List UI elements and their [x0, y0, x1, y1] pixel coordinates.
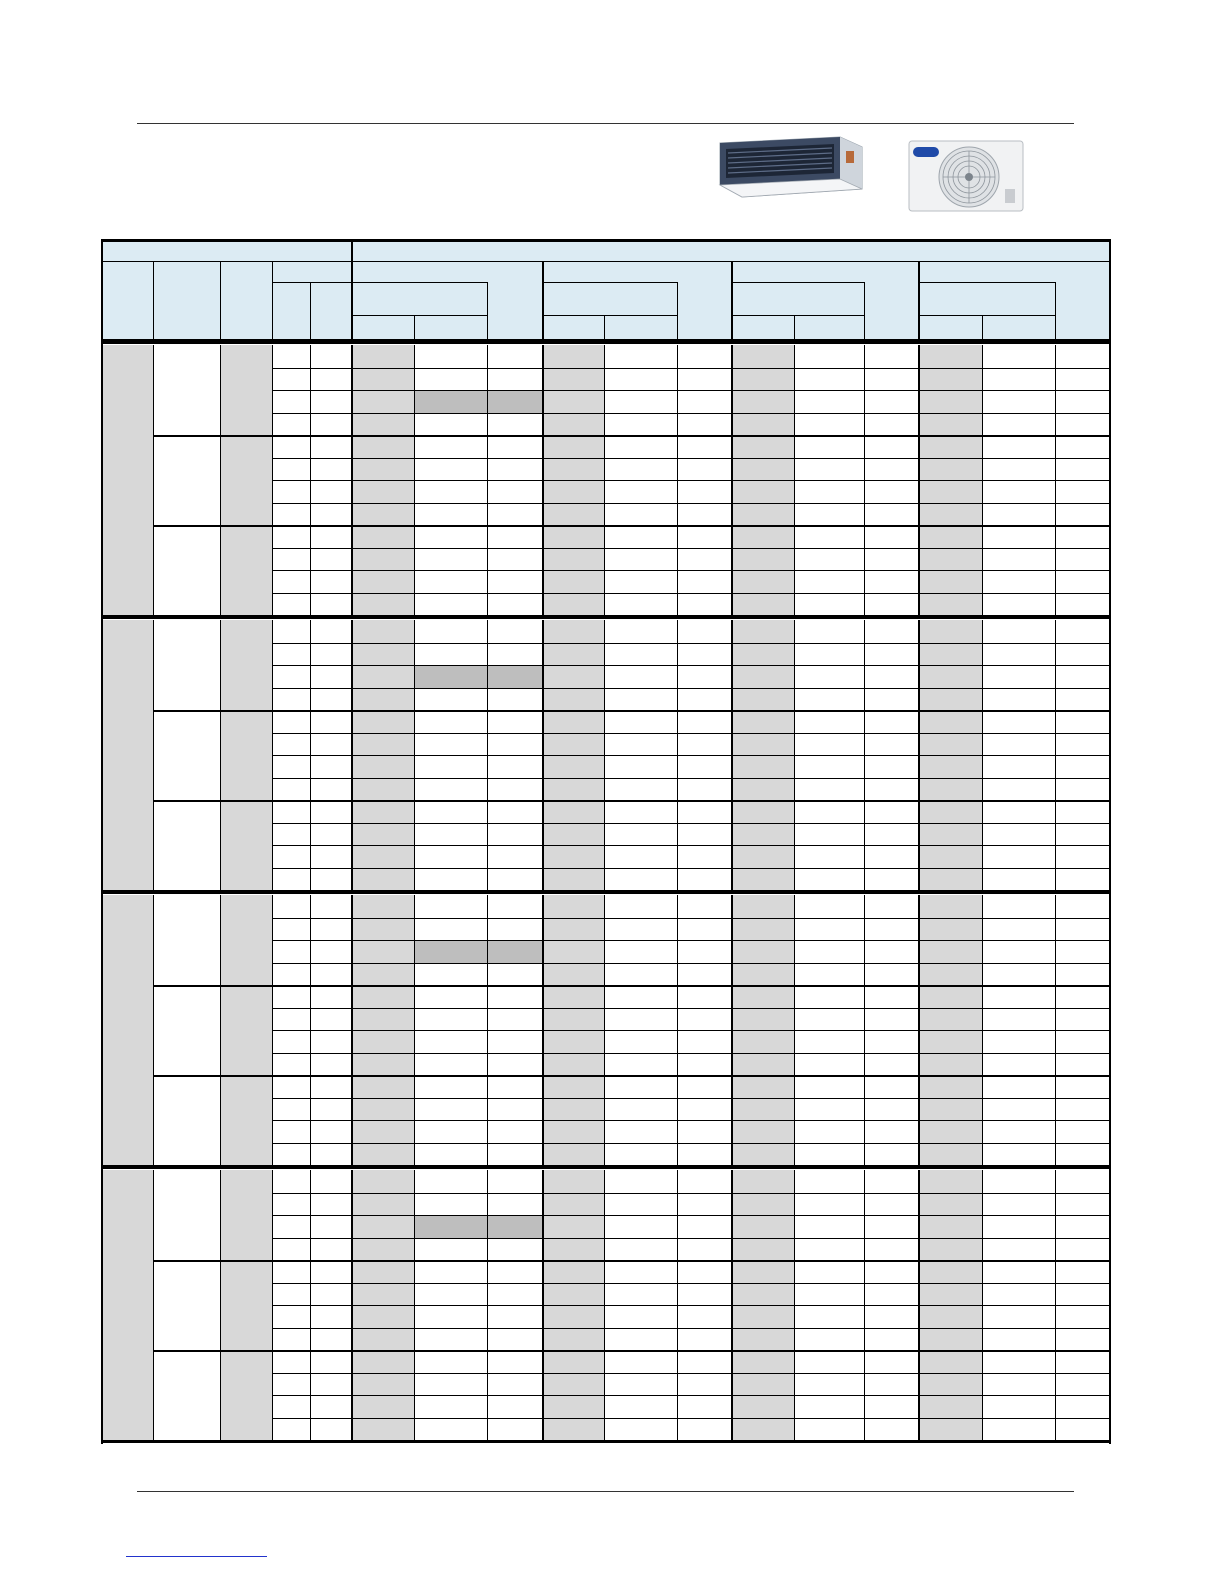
- table-row-line: [272, 1283, 1111, 1284]
- table-column-line: [414, 895, 415, 1165]
- table-section-line: [351, 895, 353, 1165]
- header-subrow-line: [542, 282, 677, 283]
- table-column-line: [310, 345, 311, 615]
- group-label-cell: [220, 1075, 272, 1165]
- block-bottom-border: [101, 1440, 1111, 1443]
- table-section-line: [731, 895, 733, 1165]
- table-column-line: [153, 620, 154, 890]
- table-row-line: [272, 593, 1111, 594]
- group-divider-line: [153, 1260, 1111, 1262]
- group-label-cell: [220, 1350, 272, 1440]
- table-column-line: [414, 620, 415, 890]
- table-column-line: [794, 345, 795, 615]
- table-section-line: [351, 1170, 353, 1440]
- table-row-line: [272, 368, 1111, 369]
- header-divider: [351, 239, 353, 339]
- table-column-line: [153, 345, 154, 615]
- table-column-line: [794, 895, 795, 1165]
- table-row-line: [272, 413, 1111, 414]
- table-column-line: [414, 1170, 415, 1440]
- table-left-border: [101, 239, 103, 1444]
- table-column-line: [153, 1170, 154, 1440]
- table-column-line: [153, 895, 154, 1165]
- block-label-cell: [101, 620, 153, 890]
- table-column-line: [982, 345, 983, 615]
- table-section-line: [542, 895, 544, 1165]
- table-row-line: [272, 1098, 1111, 1099]
- table-column-line: [794, 1170, 795, 1440]
- table-column-line: [677, 1170, 678, 1440]
- header-divider: [220, 261, 221, 339]
- group-label-cell: [220, 1170, 272, 1260]
- table-column-line: [677, 620, 678, 890]
- table-column-line: [982, 895, 983, 1165]
- table-column-line: [220, 1170, 221, 1440]
- table-top-border: [101, 239, 1111, 242]
- highlighted-value-cell: [414, 665, 542, 688]
- table-row-line: [272, 755, 1111, 756]
- group-label-cell: [220, 435, 272, 525]
- group-label-cell: [220, 525, 272, 615]
- group-label-cell: [220, 895, 272, 985]
- table-column-line: [982, 620, 983, 890]
- table-column-line: [414, 345, 415, 615]
- group-divider-line: [153, 1350, 1111, 1352]
- header-divider: [310, 282, 311, 339]
- table-column-line: [487, 620, 488, 890]
- table-column-line: [604, 895, 605, 1165]
- table-column-line: [604, 345, 605, 615]
- table-row-line: [272, 778, 1111, 779]
- table-row-line: [272, 1030, 1111, 1031]
- header-section-divider: [731, 261, 733, 339]
- table-section-line: [918, 895, 920, 1165]
- header-subrow-line: [272, 282, 351, 283]
- block-top-border: [101, 342, 1111, 344]
- table-column-line: [677, 895, 678, 1165]
- footer-rule: [137, 1491, 1074, 1492]
- table-row-line: [272, 503, 1111, 504]
- block-top-border: [101, 1167, 1111, 1169]
- header-subrow-line: [918, 282, 1055, 283]
- table-column-line: [220, 620, 221, 890]
- highlighted-value-cell: [414, 390, 542, 413]
- block-top-border: [101, 892, 1111, 894]
- header-divider: [272, 261, 273, 339]
- header-divider: [1055, 282, 1056, 339]
- table-row-line: [272, 1120, 1111, 1121]
- table-column-line: [272, 1170, 273, 1440]
- highlighted-value-cell: [414, 1215, 542, 1238]
- table-row-line: [272, 1008, 1111, 1009]
- table-section-line: [918, 345, 920, 615]
- table-column-line: [604, 1170, 605, 1440]
- table-row-line: [272, 940, 1111, 941]
- table-row-line: [272, 1143, 1111, 1144]
- header-divider: [794, 315, 795, 339]
- footer-link-underline[interactable]: [126, 1556, 267, 1557]
- highlighted-value-cell: [414, 940, 542, 963]
- group-divider-line: [153, 985, 1111, 987]
- table-column-line: [487, 345, 488, 615]
- table-section-line: [542, 620, 544, 890]
- table-section-line: [351, 620, 353, 890]
- table-column-line: [310, 1170, 311, 1440]
- table-row-line: [272, 1053, 1111, 1054]
- table-section-line: [542, 1170, 544, 1440]
- header-subrow-line: [351, 282, 487, 283]
- table-column-line: [1055, 1170, 1056, 1440]
- block-label-cell: [101, 895, 153, 1165]
- header-divider: [864, 282, 865, 339]
- table-row-line: [272, 823, 1111, 824]
- table-row-line: [272, 548, 1111, 549]
- block-top-border: [101, 617, 1111, 619]
- table-column-line: [1055, 620, 1056, 890]
- group-label-cell: [220, 800, 272, 890]
- table-column-line: [272, 620, 273, 890]
- table-section-line: [351, 345, 353, 615]
- table-column-line: [794, 620, 795, 890]
- table-right-border: [1109, 239, 1111, 1444]
- block-label-cell: [101, 1170, 153, 1440]
- block-label-cell: [101, 345, 153, 615]
- table-column-line: [487, 895, 488, 1165]
- table-column-line: [310, 620, 311, 890]
- header-divider: [414, 315, 415, 339]
- table-section-line: [542, 345, 544, 615]
- table-column-line: [982, 1170, 983, 1440]
- header-divider: [677, 282, 678, 339]
- table-header: [101, 239, 1111, 339]
- header-subrow-line: [351, 315, 487, 316]
- table-row-line: [272, 963, 1111, 964]
- group-label-cell: [220, 345, 272, 435]
- header-divider: [153, 261, 154, 339]
- table-row-line: [272, 733, 1111, 734]
- header-subrow-line: [918, 315, 1055, 316]
- table-section-line: [731, 1170, 733, 1440]
- table-section-line: [918, 620, 920, 890]
- table-row-line: [272, 918, 1111, 919]
- table-column-line: [272, 895, 273, 1165]
- table-section-line: [918, 1170, 920, 1440]
- table-row-line: [272, 1395, 1111, 1396]
- table-column-line: [220, 895, 221, 1165]
- group-divider-line: [153, 435, 1111, 437]
- table-column-line: [1055, 895, 1056, 1165]
- group-label-cell: [220, 985, 272, 1075]
- header-subrow-line: [542, 315, 677, 316]
- header-subrow-line: [731, 282, 864, 283]
- group-divider-line: [153, 800, 1111, 802]
- table-column-line: [310, 895, 311, 1165]
- table-section-line: [731, 345, 733, 615]
- header-divider: [982, 315, 983, 339]
- header-row-line: [101, 261, 1111, 262]
- table-column-line: [677, 345, 678, 615]
- table-column-line: [487, 1170, 488, 1440]
- group-divider-line: [153, 1075, 1111, 1077]
- table-row-line: [272, 868, 1111, 869]
- table-row-line: [272, 1328, 1111, 1329]
- table-column-line: [864, 895, 865, 1165]
- table-row-line: [272, 643, 1111, 644]
- header-section-divider: [918, 261, 920, 339]
- table-row-line: [272, 1193, 1111, 1194]
- table-row-line: [272, 688, 1111, 689]
- table-row-line: [272, 1215, 1111, 1216]
- group-label-cell: [220, 710, 272, 800]
- table-row-line: [272, 480, 1111, 481]
- table-row-line: [272, 1305, 1111, 1306]
- table-row-line: [272, 1373, 1111, 1374]
- header-subrow-line: [731, 315, 864, 316]
- table-row-line: [272, 845, 1111, 846]
- table-row-line: [272, 1238, 1111, 1239]
- table-row-line: [272, 665, 1111, 666]
- table-row-line: [272, 390, 1111, 391]
- header-section-divider: [542, 261, 544, 339]
- group-divider-line: [153, 525, 1111, 527]
- table-row-line: [272, 1418, 1111, 1419]
- header-divider: [604, 315, 605, 339]
- header-divider: [487, 282, 488, 339]
- table-column-line: [604, 620, 605, 890]
- table-column-line: [220, 345, 221, 615]
- table-section-line: [731, 620, 733, 890]
- group-label-cell: [220, 1260, 272, 1350]
- table-row-line: [272, 570, 1111, 571]
- table-column-line: [864, 1170, 865, 1440]
- group-divider-line: [153, 710, 1111, 712]
- table-column-line: [864, 345, 865, 615]
- table-row-line: [272, 458, 1111, 459]
- table-column-line: [1055, 345, 1056, 615]
- group-label-cell: [220, 620, 272, 710]
- table-column-line: [272, 345, 273, 615]
- table-column-line: [864, 620, 865, 890]
